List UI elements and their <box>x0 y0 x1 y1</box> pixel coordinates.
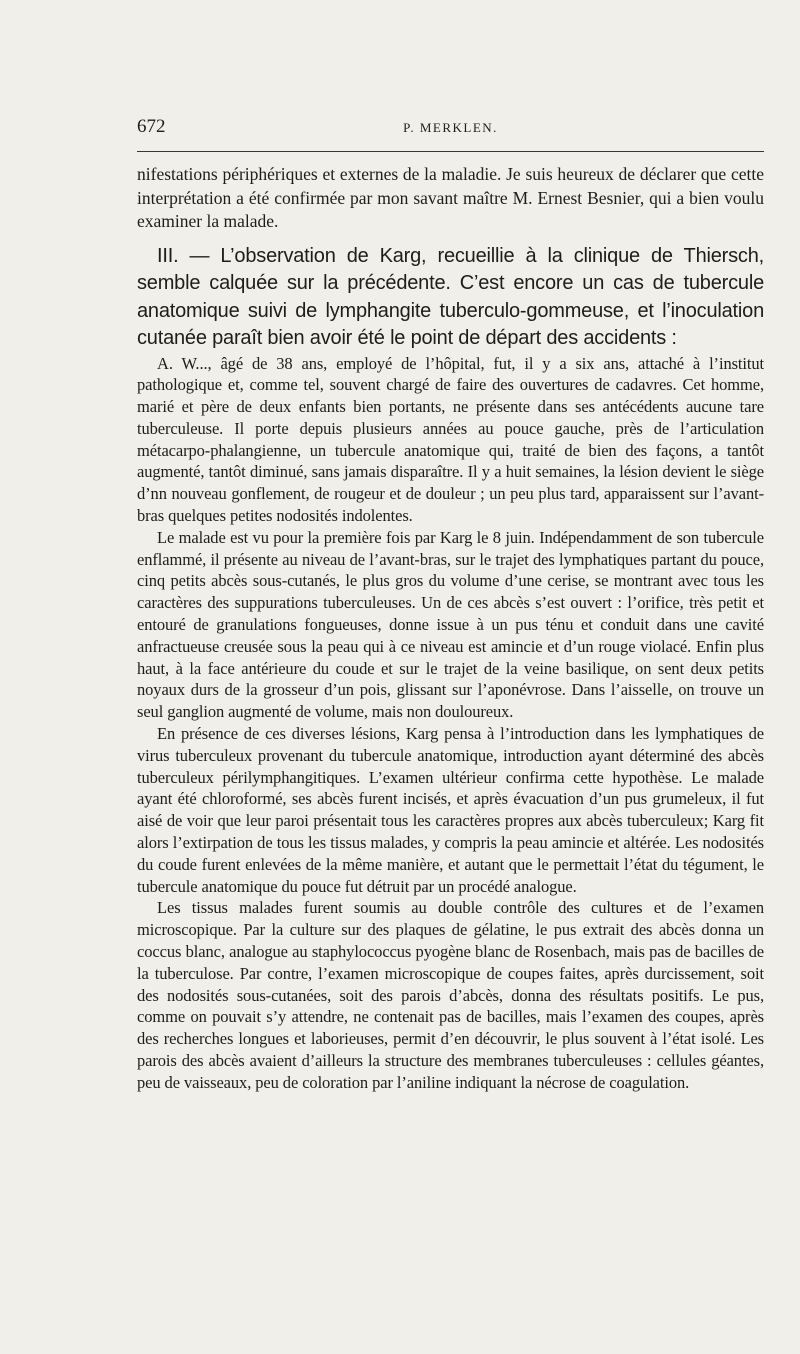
running-head: P. MERKLEN. <box>403 120 498 135</box>
page-number: 672 <box>137 116 166 137</box>
case-paragraph: Les tissus malades furent soumis au double contrôle des cultures et de l’examen microscopique. Par la culture sur des plaques de gélatine, le pus extrait des abcès donna un coccus blanc, analogue au staphylococcus pyogène blanc de Rosenbach, mais pas de bacilles de la tuberculose. Par contre, l’examen microscopique de coupes faites, après durcissement, soit des nodosités sous-cutanées, soit des parois d’abcès, donna des résultats positifs. Le pus, comme on pouvait s’y attendre, ne contenait pas de bacilles, mais l’examen des coupes, après des recherches longues et laborieuses, permit d’en découvrir, le plus souvent à l’état isolé. Les parois des abcès avaient d’ailleurs la structure des membranes tuberculeuses : cellules géantes, peu de vaisseaux, peu de coloration par l’aniline indiquant la nécrose de coagulation. <box>137 898 764 1092</box>
header-rule <box>137 151 764 152</box>
case-paragraph: A. W..., âgé de 38 ans, employé de l’hôpital, fut, il y a six ans, attaché à l’institut pathologique et, comme tel, souvent chargé de faire des ouvertures de cadavres. Cet homme, marié et père de deux enfants bien portants, ne présente dans ses antécédents aucune tare tuberculeuse. Il porte depuis plusieurs années au pouce gauche, près de l’articulation métacarpo-phalangienne, un tubercule anatomique qui, traité de bien des façons, a tantôt augmenté, tantôt diminué, sans jamais disparaître. Il y a huit semaines, la lésion devient le siège d’nn nouveau gonflement, de rougeur et de douleur ; un peu plus tard, apparaissent sur l’avant-bras quelques petites nodosités indolentes. <box>137 353 764 526</box>
case-paragraph: Le malade est vu pour la première fois par Karg le 8 juin. Indépendamment de son tubercule enflammé, il présente au niveau de l’avant-bras, sur le trajet des lymphatiques partant du pouce, cinq petits abcès sous-cutanés, le plus gros du volume d’une cerise, se montrant avec tous les caractères des suppurations tuberculeuses. Un de ces abcès s’est ouvert : l’orifice, très petit et entouré de granulations fongueuses, donne issue à un pus ténu et conduit dans une cavité anfractueuse creusée sous la peau qui à ce niveau est amincie et d’un rouge violacé. Enfin plus haut, à la face antérieure du coude et sur le trajet de la veine basilique, on sent deux petits noyaux durs de la grosseur d’un pois, glissant sur l’aponévrose. Dans l’aisselle, on trouve un seul ganglion augmenté de volume, mais non douloureux. <box>137 527 764 722</box>
paragraph-continuation: nifestations périphériques et externes de la maladie. Je suis heureux de déclarer que cette interprétation a été confirmée par mon savant maître M. Ernest Besnier, qui a bien voulu examiner la malade. <box>137 164 764 231</box>
page-header <box>137 112 764 142</box>
case-paragraph: En présence de ces diverses lésions, Karg pensa à l’introduction dans les lymphatiques de virus tuberculeux provenant du tubercule anatomique, introduction ayant déterminé des abcès tuberculeux périlymphangitiques. L’examen ultérieur confirma cette hypothèse. Le malade ayant été chloroformé, ses abcès furent incisés, et après évacuation d’un pus grumeleux, il fut aisé de voir que leur paroi présentait tous les caractères propres aux abcès tuberculeux; Karg fit alors l’extirpation de tous les tissus malades, y compris la peau amincie et altérée. Les nodosités du coude furent enlevées de la même manière, et autant que le permettait l’état du tégument, le tubercule anatomique du pouce fut détruit par un procédé analogue. <box>137 724 764 896</box>
body-text <box>137 163 764 1094</box>
section-heading-paragraph: III. — L’observation de Karg, recueillie à la clinique de Thiersch, semble calquée sur la précédente. C’est encore un cas de tubercule anatomique suivi de lymphangite tuberculo-gommeuse, et l’inoculation cutanée paraît bien avoir été le point de départ des accidents : <box>137 244 764 349</box>
